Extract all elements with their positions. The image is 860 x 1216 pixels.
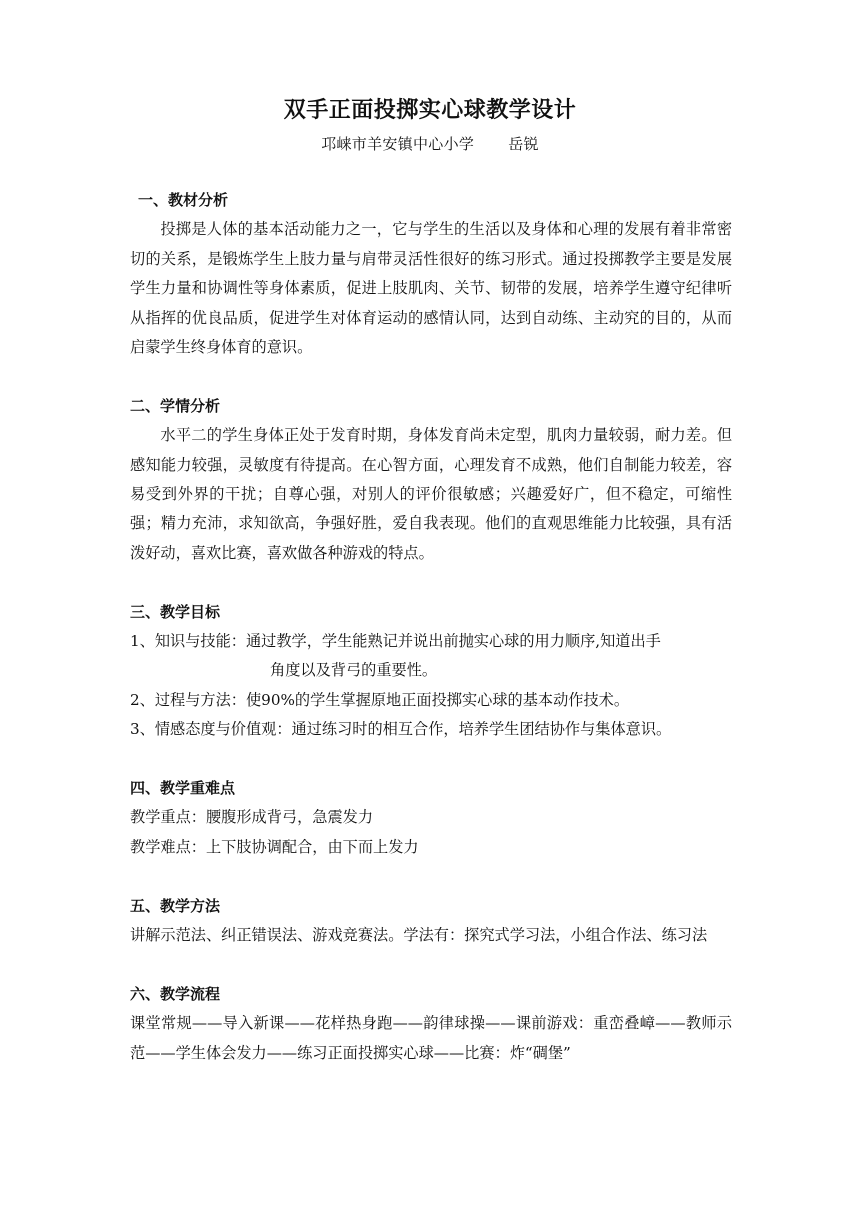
- key-point: 教学重点：腰腹形成背弓，急震发力: [130, 808, 373, 827]
- author-name: 岳锐: [508, 135, 539, 153]
- goal-attitude-values: 3、情感态度与价值观：通过练习时的相互合作，培养学生团结协作与集体意识。: [130, 720, 672, 739]
- goal-knowledge-skills-line1: 1、知识与技能：通过教学，学生能熟记并说出前抛实心球的用力顺序,知道出手: [130, 632, 661, 651]
- school-name: 邛崃市羊安镇中心小学: [321, 135, 475, 153]
- section-heading-key-difficult-points: 四、教学重难点: [130, 779, 236, 798]
- document-body: [130, 186, 732, 1068]
- goal-knowledge-skills: [130, 627, 732, 686]
- author-line: [0, 132, 860, 156]
- section-body-student-analysis: 水平二的学生身体正处于发育时期，身体发育尚未定型，肌肉力量较弱，耐力差。但感知能力较强，灵敏度有待提高。在心智方面，心理发育不成熟，他们自制能力较差，容易受到外界的干扰；自尊心强，对别人的评价很敏感；兴趣爱好广，但不稳定，可缩性强；精力充沛，求知欲高，争强好胜，爱自我表现。他们的直观思维能力比较强，具有活泼好动，喜欢比赛，喜欢做各种游戏的特点。: [130, 426, 732, 562]
- section-spacer: [130, 745, 732, 774]
- section-body-teaching-methods: 讲解示范法、纠正错误法、游戏竞赛法。学法有：探究式学习法，小组合作法、练习法: [130, 926, 708, 945]
- section-heading-textbook-analysis: 一、教材分析: [138, 191, 229, 209]
- section-body-teaching-process: 课堂常规——导入新课——花样热身跑——韵律球操——课前游戏：重峦叠嶂——教师示范——学生体会发力——练习正面投掷实心球——比赛：炸“碉堡”: [130, 1014, 732, 1062]
- section-body-textbook-analysis: 投掷是人体的基本活动能力之一，它与学生的生活以及身体和心理的发展有着非常密切的关系，是锻炼学生上肢力量与肩带灵活性很好的练习形式。通过投掷教学主要是发展学生力量和协调性等身体素质，促进上肢肌肉、关节、韧带的发展，培养学生遵守纪律听从指挥的优良品质，促进学生对体育运动的感情认同，达到自动练、主动究的目的，从而启蒙学生终身体育的意识。: [130, 220, 732, 357]
- section-spacer: [130, 568, 732, 597]
- section-spacer: [130, 862, 732, 891]
- section-heading-teaching-goals: 三、教学目标: [130, 602, 221, 621]
- section-heading-teaching-process: 六、教学流程: [130, 984, 221, 1003]
- section-spacer: [130, 951, 732, 980]
- section-heading-teaching-methods: 五、教学方法: [130, 896, 221, 915]
- goal-process-methods: 2、过程与方法：使90%的学生掌握原地正面投掷实心球的基本动作技术。: [130, 690, 630, 709]
- section-heading-student-analysis: 二、学情分析: [130, 396, 221, 415]
- document-title: 双手正面投掷实心球教学设计: [283, 97, 577, 123]
- section-spacer: [130, 362, 732, 391]
- goal-knowledge-skills-line2: 角度以及背弓的重要性。: [270, 661, 438, 680]
- difficult-point: 教学难点：上下肢协调配合，由下而上发力: [130, 837, 419, 856]
